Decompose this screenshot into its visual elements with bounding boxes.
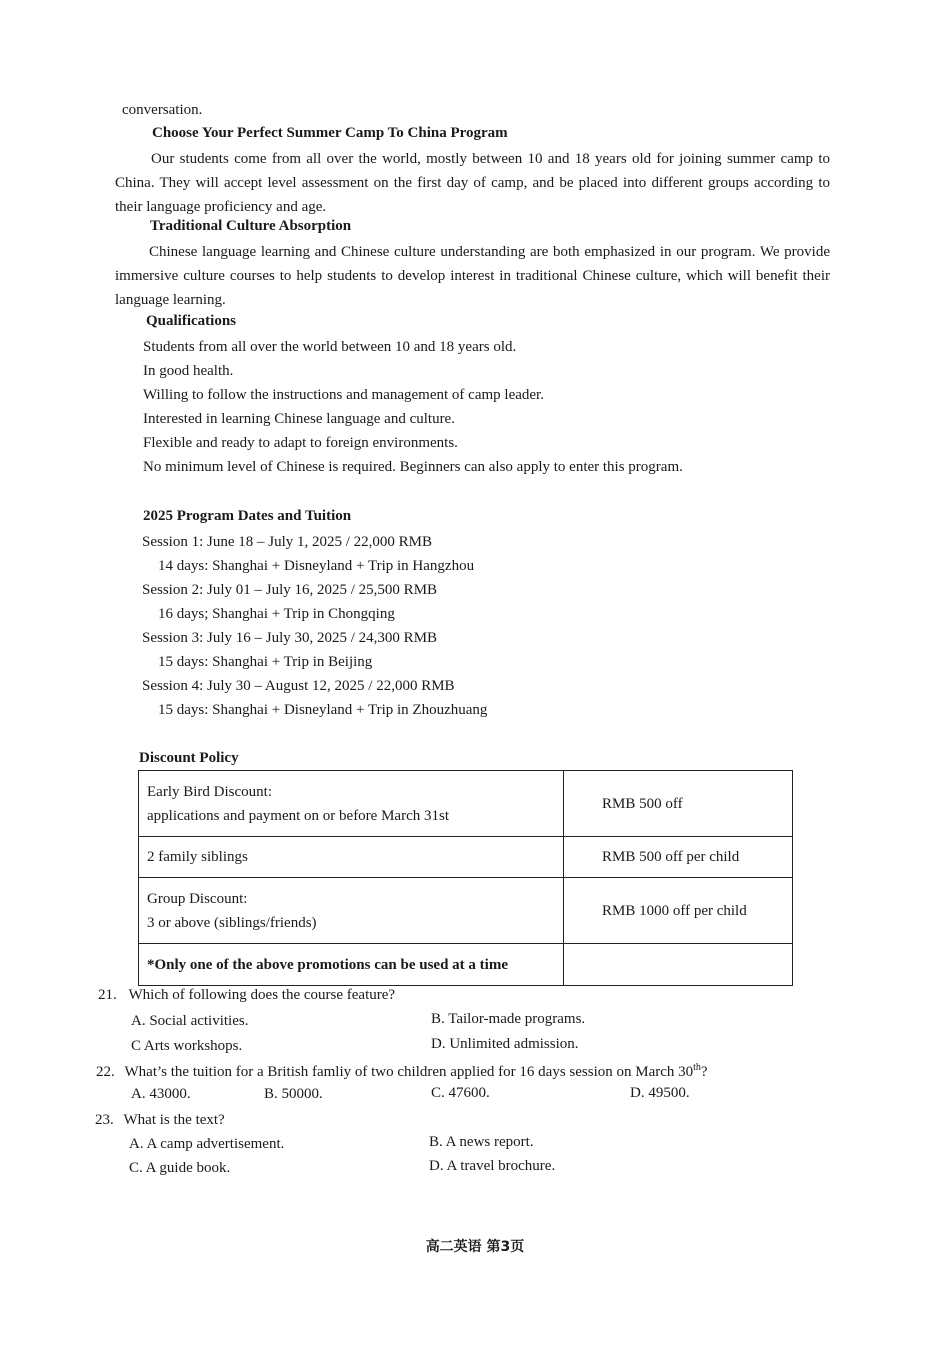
section-text-culture: Chinese language learning and Chinese culture understanding are both emphasized in our program. We provide immersive culture courses to help students to develop interest in traditional Chinese culture, which will benefit their language learning. (115, 244, 830, 308)
discount-condition (139, 878, 564, 944)
discount-amount: RMB 500 off (564, 771, 793, 837)
session-detail: 15 days: Shanghai + Disneyland + Trip in Zhouzhuang (158, 702, 488, 718)
option-a: A. Social activities. (131, 1013, 249, 1029)
discount-title: 2 family siblings (147, 849, 248, 865)
option-c: C. 47600. (431, 1085, 490, 1101)
qualification-item: Flexible and ready to adapt to foreign environments. (143, 435, 458, 451)
session-line: Session 1: June 18 – July 1, 2025 / 22,000 RMB (142, 534, 433, 550)
discount-subtitle: 3 or above (siblings/friends) (147, 914, 317, 931)
section-text-summer-camp: Our students come from all over the world, mostly between 10 and 18 years old for joining summer camp to China. They will accept level assessment on the first day of camp, and be placed into different groups according to their language proficiency and age. (115, 151, 830, 215)
qualifications-list (143, 335, 683, 479)
question-number: 21. (98, 987, 117, 1003)
option-b: B. 50000. (264, 1086, 323, 1102)
discount-subtitle: applications and payment on or before March 31st (147, 807, 449, 824)
section-heading-qualifications: Qualifications (146, 313, 237, 329)
qualification-item: No minimum level of Chinese is required. Beginners can also apply to enter this program. (143, 459, 683, 475)
qualification-item: In good health. (143, 363, 234, 379)
section-heading-culture: Traditional Culture Absorption (150, 218, 352, 234)
qualification-item: Willing to follow the instructions and management of camp leader. (143, 387, 544, 403)
option-d: D. Unlimited admission. (431, 1036, 579, 1052)
question-22 (96, 1062, 708, 1081)
discount-condition (139, 837, 564, 878)
question-21 (98, 987, 395, 1004)
discount-title: Early Bird Discount: (147, 783, 272, 800)
empty-cell (564, 944, 793, 986)
option-c: C Arts workshops. (131, 1038, 243, 1054)
table-row (139, 944, 793, 986)
qualification-item: Students from all over the world between 10 and 18 years old. (143, 339, 517, 355)
option-a: A. A camp advertisement. (129, 1136, 285, 1152)
option-b: B. Tailor-made programs. (431, 1011, 586, 1027)
question-sup: th (693, 1062, 701, 1073)
discount-amount: RMB 500 off per child (564, 837, 793, 878)
session-line: Session 3: July 16 – July 30, 2025 / 24,300 RMB (142, 630, 438, 646)
table-row (139, 878, 793, 944)
qualification-item: Interested in learning Chinese language and culture. (143, 411, 455, 427)
intro-fragment: conversation. (122, 102, 203, 118)
question-23 (95, 1112, 225, 1129)
question-text: Which of following does the course feature? (128, 987, 396, 1003)
discount-note: *Only one of the above promotions can be used at a time (139, 944, 564, 986)
discount-title: Group Discount: (147, 890, 248, 907)
discount-heading: Discount Policy (139, 750, 239, 766)
session-detail: 15 days: Shanghai + Trip in Beijing (158, 654, 373, 670)
discount-condition (139, 771, 564, 837)
table-row (139, 771, 793, 837)
option-d: D. A travel brochure. (429, 1158, 556, 1174)
option-a: A. 43000. (131, 1086, 191, 1102)
section-heading-summer-camp: Choose Your Perfect Summer Camp To China Program (152, 125, 508, 141)
option-c: C. A guide book. (129, 1160, 231, 1176)
page-footer: 高二英语 第3页 (425, 1239, 525, 1255)
program-sessions (142, 530, 487, 722)
option-b: B. A news report. (429, 1134, 534, 1150)
discount-amount: RMB 1000 off per child (564, 878, 793, 944)
session-line: Session 2: July 01 – July 16, 2025 / 25,500 RMB (142, 582, 438, 598)
session-detail: 16 days; Shanghai + Trip in Chongqing (158, 606, 395, 622)
question-text: What is the text? (123, 1112, 225, 1128)
question-text: What’s the tuition for a British famliy of two children applied for 16 days session on March 30 (124, 1064, 694, 1080)
option-d: D. 49500. (630, 1085, 690, 1101)
session-detail: 14 days: Shanghai + Disneyland + Trip in Hangzhou (158, 558, 475, 574)
table-row (139, 837, 793, 878)
question-number: 22. (96, 1064, 115, 1080)
discount-table (138, 770, 793, 986)
session-line: Session 4: July 30 – August 12, 2025 / 22,000 RMB (142, 678, 455, 694)
question-tail: ? (700, 1064, 708, 1080)
question-number: 23. (95, 1112, 114, 1128)
section-heading-program: 2025 Program Dates and Tuition (143, 508, 352, 524)
